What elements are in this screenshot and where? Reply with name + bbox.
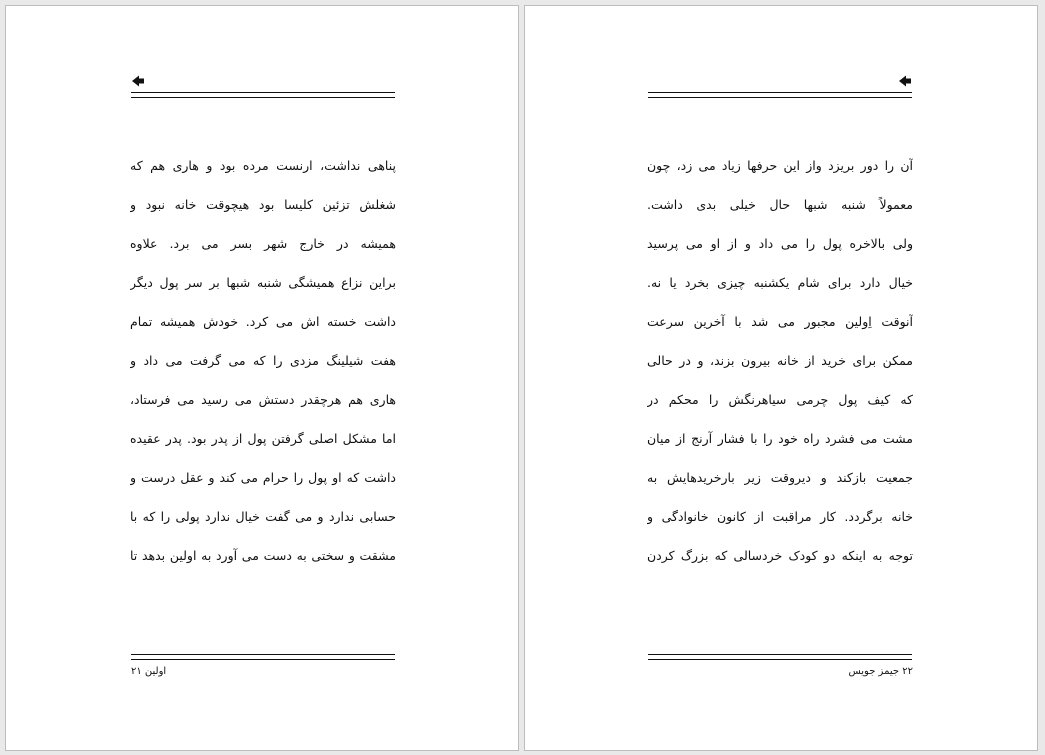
page-left: [5, 5, 519, 751]
text-line: هفت شیلینگ مزدی را که می گرفت می داد و: [130, 353, 396, 368]
folio-left: اولین ۲۱: [131, 666, 167, 677]
text-line: خیال دارد برای شام یکشنبه چیزی بخرد یا نه.: [647, 275, 913, 290]
arrow-left-icon: [131, 74, 145, 88]
text-line: اما مشکل اصلی گرفتن پول از پدر بود. پدر عقیده: [130, 431, 396, 446]
text-line: ممکن برای خرید از خانه بیرون بزند، و در حالی: [647, 353, 913, 368]
arrow-left-icon: [898, 74, 912, 88]
text-line: آن را دور بریزد واز این حرفها زیاد می زد، چون: [647, 158, 913, 173]
text-line: حسابی ندارد و می گفت خیال ندارد پولی را که با: [130, 509, 396, 524]
text-line: داشت که او پول را حرام می کند و عقل درست و: [130, 470, 396, 485]
text-line: براین نزاع همیشگی شنبه شبها بر سر پول دیگر: [130, 275, 396, 290]
text-line: هاری هم هرچقدر دستش می رسید می فرستاد،: [130, 392, 396, 407]
text-line: همیشه در خارج شهر بسر می برد. علاوه: [130, 236, 396, 251]
text-line: مشقت و سختی به دست می آورد به اولین بدهد تا: [130, 548, 396, 563]
text-line: که کیف پول چرمی سیاهرنگش را محکم در: [647, 392, 913, 407]
folio-right: ۲۲ جیمز جویس: [848, 666, 913, 677]
text-line: خانه برگردد. کار مراقبت از کانون خانوادگی و: [647, 509, 913, 524]
text-line: آنوقت اِولین مجبور می شد با آخرین سرعت: [647, 314, 913, 329]
footer-rule: [131, 654, 395, 660]
text-line: معمولاً شنبه شبها حال خیلی بدی داشت.: [647, 197, 913, 212]
text-line: ولی بالاخره پول را می داد و از او می پرسید: [647, 236, 913, 251]
body-text-left: [130, 146, 396, 575]
text-line: جمعیت بازکند و دیروقت زیر بارخریدهایش به: [647, 470, 913, 485]
text-line: توجه به اینکه دو کودک خردسالی که بزرگ کردن: [647, 548, 913, 563]
body-text-right: [647, 146, 913, 575]
text-line: مشت می فشرد راه خود را با فشار آرنج از میان: [647, 431, 913, 446]
header-rule: [131, 92, 395, 98]
page-right: [524, 5, 1038, 751]
text-line: شغلش تزئین کلیسا بود هیچوقت خانه نبود و: [130, 197, 396, 212]
text-line: پناهی نداشت، ارنست مرده بود و هاری هم که: [130, 158, 396, 173]
header-rule: [648, 92, 912, 98]
footer-rule: [648, 654, 912, 660]
text-line: داشت خسته اش می کرد. خودش همیشه تمام: [130, 314, 396, 329]
